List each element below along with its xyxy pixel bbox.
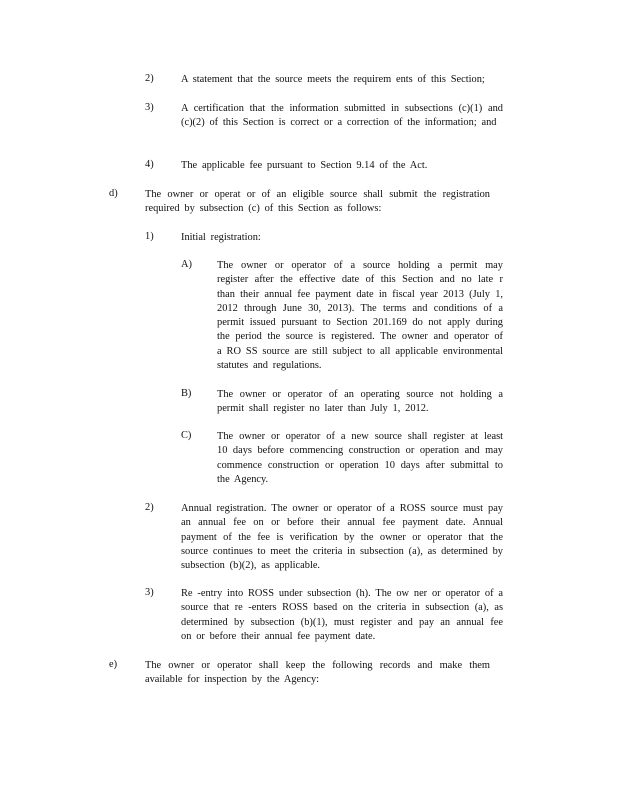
item-text: Re -entry into ROSS under subsection (h). The ow ner or operator of a source that re -enters ROSS based on the criteria in subsection (a), as determined by subsection (b)(1), must register and pay an annual fee on or before their annual fee payment date. (181, 588, 503, 642)
item-label: 2) (145, 502, 154, 513)
item-label: A) (181, 259, 192, 270)
item-label: B) (181, 388, 192, 399)
item-text: The owner or operator of a source holding a permit may register after the effective date of this Section and no late r than their annual fee payment date in fiscal year 2013 (July 1, 2012 through June 30, 2013). The terms and conditions of a permit issued pursuant to Section 201.169 do not apply during the period the source is registered. The owner and operator of a RO SS source are still subject to all applicable environmental statutes and regulations. (217, 260, 503, 372)
item-text: A statement that the source meets the requirem ents of this Section; (181, 74, 485, 85)
item-label: C) (181, 430, 192, 441)
item-text: Initial registration: (181, 232, 261, 243)
item-text: A certification that the information submitted in subsections (c)(1) and (c)(2) of this Section is correct or a correction of the information; and (181, 103, 503, 129)
item-label: 3) (145, 587, 154, 598)
item-text: The applicable fee pursuant to Section 9.14 of the Act. (181, 160, 428, 171)
item-label: 3) (145, 102, 154, 113)
item-label: 2) (145, 73, 154, 84)
item-label: e) (109, 659, 118, 670)
item-label: 1) (145, 231, 154, 242)
item-text: The owner or operator of a new source shall register at least 10 days before commencing construction or operation and may commence construction or operation 10 days after submittal to the Agency. (217, 431, 503, 485)
item-label: 4) (145, 159, 154, 170)
item-text: The owner or operator shall keep the following records and make them available for inspection by the Agency: (145, 660, 490, 686)
item-text: Annual registration. The owner or operator of a ROSS source must pay an annual fee on or before their annual fee payment date. Annual payment of the fee is verification by the owner or operator that the source continues to meet the criteria in subsection (a), as determined by subsection (b)(2), as applicable. (181, 503, 503, 572)
item-label: d) (109, 188, 118, 199)
item-text: The owner or operat or of an eligible source shall submit the registration required by subsection (c) of this Section as follows: (145, 189, 490, 215)
item-text: The owner or operator of an operating source not holding a permit shall register no later than July 1, 2012. (217, 389, 503, 415)
